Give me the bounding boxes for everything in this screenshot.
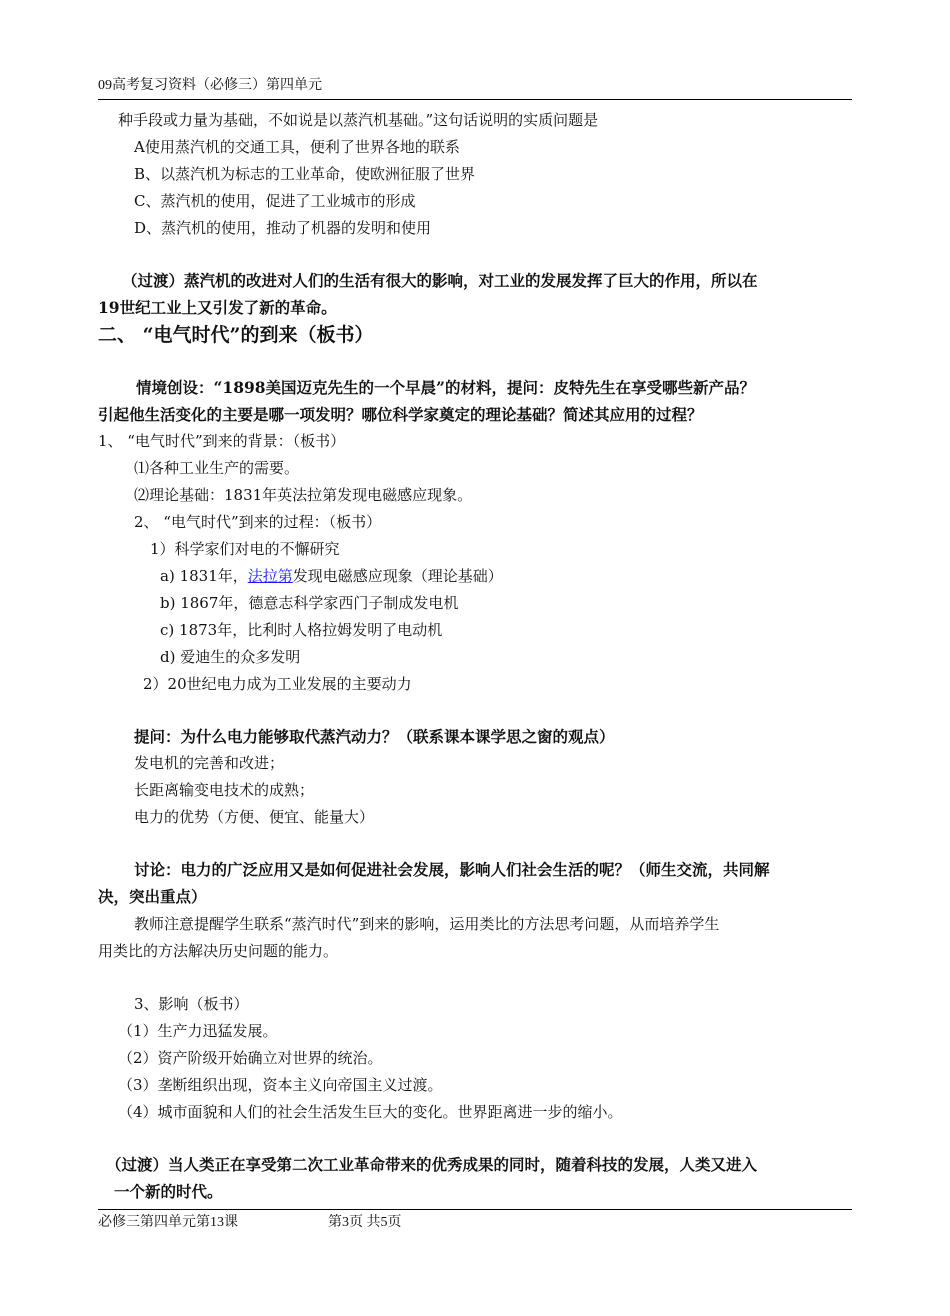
- ask-answer-1: 发电机的完善和改进；: [134, 754, 285, 772]
- footer-course: 必修三第四单元第13课: [98, 1215, 238, 1230]
- transition-2-line2: 一个新的时代。: [114, 1182, 223, 1201]
- process-item-b: b) 1867年，德意志科学家西门子制成发电机: [160, 594, 459, 612]
- impact-item-4: （4）城市面貌和人们的社会生活发生巨大的变化。世界距离进一步的缩小。: [118, 1103, 623, 1121]
- process-item-d: d) 爱迪生的众多发明: [160, 648, 301, 666]
- question-stem: 种手段或力量为基础，不如说是以蒸汽机基础。”这句话说明的实质问题是: [118, 111, 599, 129]
- header-rule: [98, 99, 852, 100]
- process-item-a: [160, 566, 503, 586]
- ask-question: 提问：为什么电力能够取代蒸汽动力？（联系课本课学思之窗的观点）: [134, 727, 615, 746]
- option-c: C、蒸汽机的使用，促进了工业城市的形成: [134, 192, 416, 210]
- page-header: 09高考复习资料（必修三）第四单元: [98, 78, 322, 93]
- transition-2-line1: （过渡）当人类正在享受第二次工业革命带来的优秀成果的同时，随着科技的发展，人类又进入: [106, 1155, 758, 1174]
- ask-answer-3: 电力的优势（方便、便宜、能量大）: [134, 808, 375, 826]
- discuss-line2: 决，突出重点）: [98, 887, 207, 906]
- process-item-a-prefix: a) 1831年，: [160, 567, 248, 585]
- footer-rule: [98, 1209, 852, 1210]
- background-item-1: ⑴各种工业生产的需要。: [134, 459, 300, 477]
- teacher-note-line2: 用类比的方法解决历史问题的能力。: [98, 942, 339, 960]
- impact-title: 3、影响（板书）: [134, 995, 249, 1013]
- process-sub1: 1）科学家们对电的不懈研究: [150, 540, 340, 558]
- option-a: A使用蒸汽机的交通工具，便利了世界各地的联系: [134, 138, 460, 156]
- process-title: 2、 “电气时代”到来的过程：（板书）: [134, 513, 382, 531]
- scenario-line1: 情境创设：“1898美国迈克先生的一个早晨”的材料，提问：皮特先生在享受哪些新产品？: [136, 378, 755, 397]
- scenario-line2: 引起他生活变化的主要是哪一项发明？哪位科学家奠定的理论基础？简述其应用的过程？: [98, 405, 703, 424]
- impact-item-1: （1）生产力迅猛发展。: [118, 1022, 278, 1040]
- section-title: 二、 “电气时代”的到来（板书）: [98, 324, 374, 346]
- transition-1-line1: （过渡）蒸汽机的改进对人们的生活有很大的影响，对工业的发展发挥了巨大的作用，所以在: [122, 271, 758, 290]
- process-sub2: 2）20世纪电力成为工业发展的主要动力: [143, 675, 412, 693]
- teacher-note-line1: 教师注意提醒学生联系“蒸汽时代”到来的影响，运用类比的方法思考问题，从而培养学生: [134, 915, 720, 933]
- option-b: B、以蒸汽机为标志的工业革命，使欧洲征服了世界: [134, 165, 476, 183]
- background-item-2: ⑵理论基础：1831年英法拉第发现电磁感应现象。: [134, 486, 473, 504]
- process-item-a-suffix: 发现电磁感应现象（理论基础）: [292, 567, 503, 585]
- impact-item-2: （2）资产阶级开始确立对世界的统治。: [118, 1049, 383, 1067]
- option-d: D、蒸汽机的使用，推动了机器的发明和使用: [134, 219, 432, 237]
- footer-page-number: 第3页 共5页: [328, 1215, 402, 1230]
- process-item-c: c) 1873年，比利时人格拉姆发明了电动机: [160, 621, 443, 639]
- ask-answer-2: 长距离输变电技术的成熟；: [134, 781, 315, 799]
- impact-item-3: （3）垄断组织出现，资本主义向帝国主义过渡。: [118, 1076, 443, 1094]
- faraday-link[interactable]: 法拉第: [247, 567, 293, 585]
- background-title: 1、 “电气时代”到来的背景：（板书）: [98, 432, 346, 450]
- discuss-line1: 讨论：电力的广泛应用又是如何促进社会发展，影响人们社会生活的呢？（师生交流，共同解: [134, 860, 770, 879]
- transition-1-line2: 19世纪工业上又引发了新的革命。: [98, 298, 337, 317]
